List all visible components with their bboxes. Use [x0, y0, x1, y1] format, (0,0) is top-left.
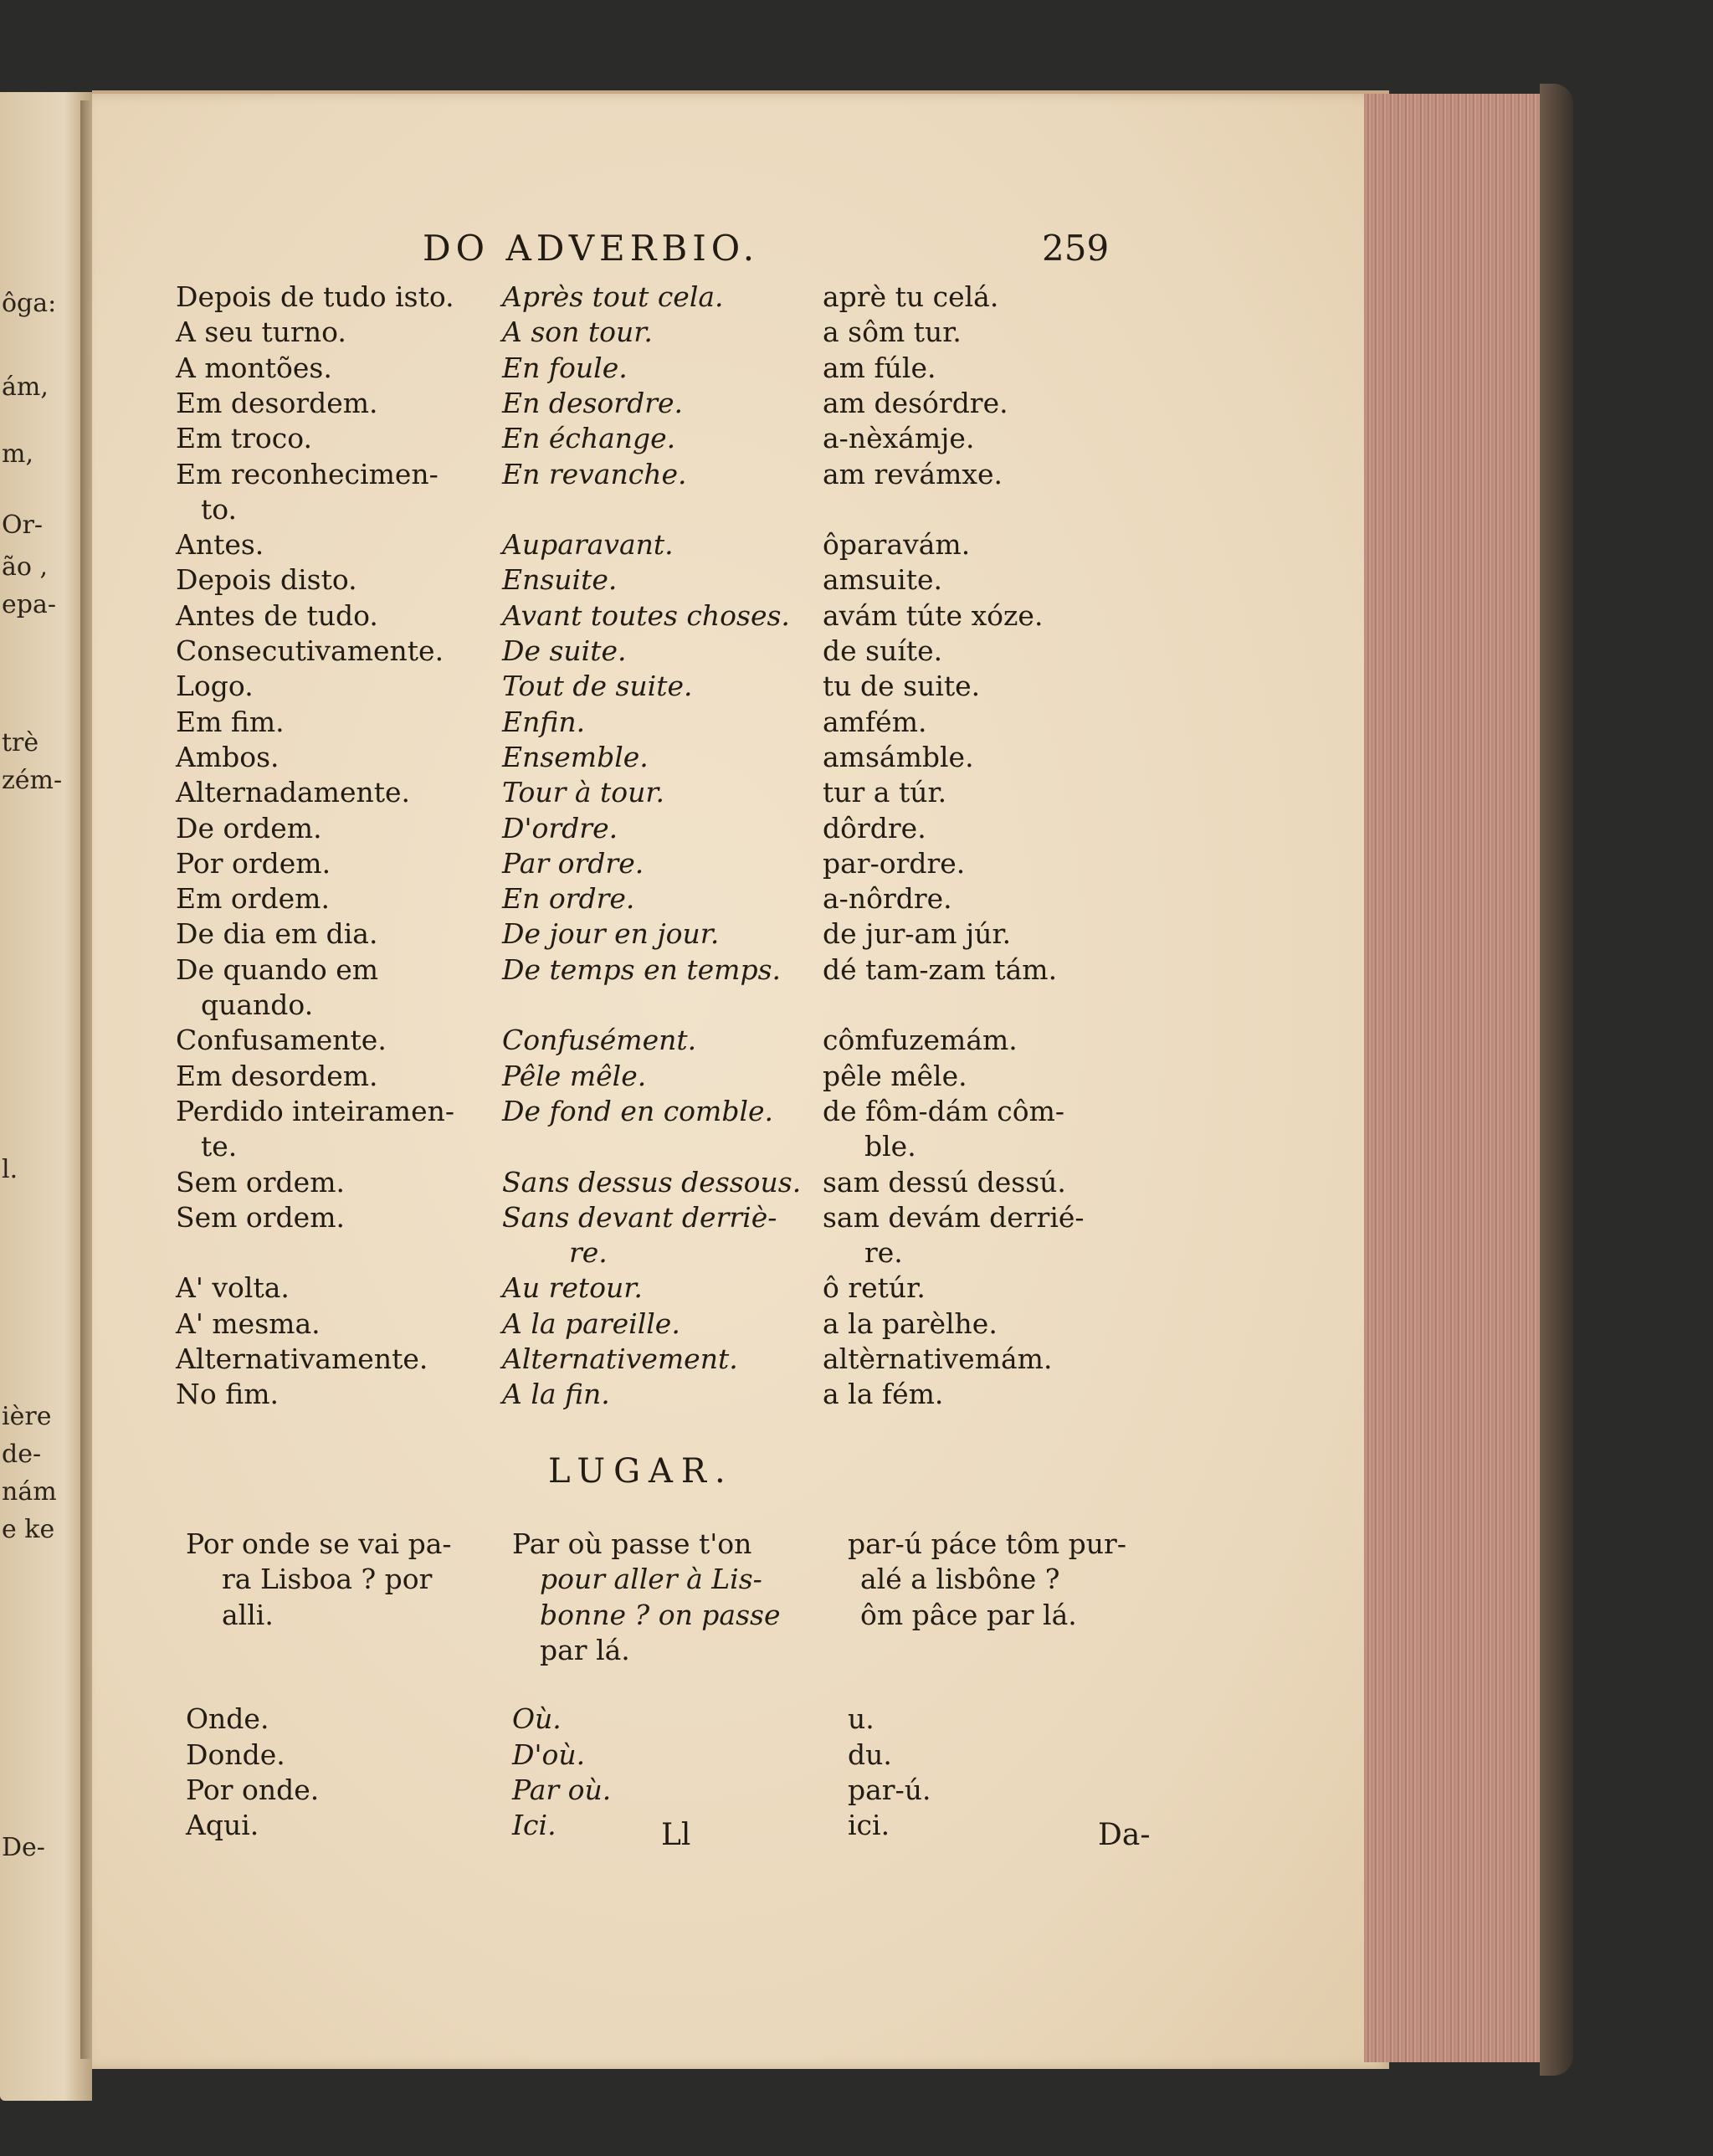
portuguese-entry: te. [201, 1130, 238, 1163]
pronunciation-entry: am desórdre. [823, 386, 1008, 419]
pronunciation-entry: de suíte. [823, 634, 943, 667]
french-entry: De fond en comble. [502, 1094, 774, 1127]
portuguese-entry: A seu turno. [176, 316, 346, 349]
french-entry: pour aller à Lis- [540, 1563, 762, 1596]
portuguese-entry: Depois disto. [176, 563, 357, 597]
page-fore-edge [1364, 94, 1558, 2062]
section-heading: LUGAR. [548, 1452, 734, 1491]
portuguese-entry: Perdido inteiramen- [176, 1094, 455, 1127]
portuguese-entry: quando. [201, 988, 314, 1021]
portuguese-entry: De quando em [176, 952, 379, 986]
pronunciation-entry: de jur-am júr. [823, 917, 1012, 951]
french-entry: En ordre. [502, 882, 635, 916]
portuguese-entry: Sem ordem. [176, 1165, 345, 1199]
portuguese-entry: Consecutivamente. [176, 634, 444, 667]
pronunciation-entry: re. [864, 1236, 903, 1270]
french-entry: En desordre. [502, 386, 683, 419]
pronunciation-entry: alé a lisbône ? [860, 1563, 1060, 1596]
portuguese-entry: Ambos. [176, 740, 280, 773]
pronunciation-entry: aprè tu celá. [823, 280, 999, 313]
portuguese-entry: Em troco. [176, 422, 313, 455]
running-header: DO ADVERBIO. [423, 228, 760, 269]
portuguese-entry: to. [201, 492, 238, 526]
portuguese-entry: Donde. [186, 1738, 285, 1771]
pronunciation-entry: a la parèlhe. [823, 1306, 998, 1340]
pronunciation-entry: altèrnativemám. [823, 1342, 1053, 1375]
french-entry: Par où. [512, 1773, 612, 1806]
french-entry: Ici. [512, 1809, 556, 1842]
portuguese-entry: alli. [222, 1598, 274, 1631]
pronunciation-entry: sam dessú dessú. [823, 1165, 1066, 1199]
pronunciation-entry: dé tam-zam tám. [823, 952, 1058, 986]
french-entry: Par ordre. [502, 846, 644, 880]
facing-page-fragment: De- [2, 1833, 45, 1862]
facing-page-fragment: nám [2, 1477, 57, 1507]
portuguese-entry: A' volta. [176, 1271, 290, 1305]
pronunciation-entry: ôm pâce par lá. [860, 1598, 1077, 1631]
french-entry: par lá. [540, 1633, 630, 1666]
french-entry: Par où passe t'on [512, 1527, 752, 1560]
pronunciation-entry: par-ú. [848, 1773, 931, 1806]
french-entry: D'où. [512, 1738, 586, 1771]
portuguese-entry: De dia em dia. [176, 917, 378, 951]
portuguese-entry: Em reconhecimen- [176, 457, 439, 490]
pronunciation-entry: amsámble. [823, 740, 974, 773]
catchword: Da- [1098, 1818, 1151, 1852]
facing-page-fragment: e ke [2, 1515, 55, 1544]
french-entry: Auparavant. [502, 528, 674, 562]
french-entry: A la pareille. [502, 1306, 680, 1340]
french-entry: En revanche. [502, 457, 687, 490]
french-entry: Sans dessus dessous. [502, 1165, 802, 1199]
portuguese-entry: Antes. [176, 528, 264, 562]
french-entry: Tour à tour. [502, 776, 665, 809]
portuguese-entry: No fim. [176, 1378, 280, 1411]
french-entry: D'ordre. [502, 811, 618, 844]
signature-mark: Ll [661, 1818, 691, 1852]
pronunciation-entry: amsuite. [823, 563, 942, 597]
french-entry: Ensemble. [502, 740, 649, 773]
french-entry: Enfin. [502, 705, 586, 738]
pronunciation-entry: a-nèxámje. [823, 422, 975, 455]
pronunciation-entry: sam devám derrié- [823, 1200, 1085, 1234]
portuguese-entry: Sem ordem. [176, 1200, 345, 1234]
portuguese-entry: Em desordem. [176, 1059, 378, 1092]
french-entry: A la fin. [502, 1378, 610, 1411]
portuguese-entry: Alternadamente. [176, 776, 411, 809]
facing-page-fragment: de- [2, 1440, 42, 1469]
facing-page-fragment: ière [2, 1402, 52, 1431]
facing-page-fragment: ão , [2, 552, 49, 582]
portuguese-entry: Confusamente. [176, 1024, 387, 1057]
facing-page-fragment: epa- [2, 590, 56, 619]
french-entry: A son tour. [502, 316, 653, 349]
french-entry: En foule. [502, 351, 628, 384]
pronunciation-entry: du. [848, 1738, 892, 1771]
pronunciation-entry: par-ordre. [823, 846, 966, 880]
french-entry: En échange. [502, 422, 676, 455]
book-cover-edge [1540, 84, 1573, 2076]
pronunciation-entry: a sôm tur. [823, 316, 962, 349]
portuguese-entry: Depois de tudo isto. [176, 280, 454, 313]
facing-page-fragment: ôga: [2, 289, 57, 318]
french-entry: Avant toutes choses. [502, 598, 790, 632]
french-entry: Confusément. [502, 1024, 697, 1057]
pronunciation-entry: de fôm-dám côm- [823, 1094, 1065, 1127]
portuguese-entry: Em desordem. [176, 386, 378, 419]
pronunciation-entry: ôparavám. [823, 528, 971, 562]
portuguese-entry: Por ordem. [176, 846, 331, 880]
french-entry: De temps en temps. [502, 952, 782, 986]
portuguese-entry: Logo. [176, 670, 254, 703]
french-entry: Où. [512, 1702, 562, 1736]
pronunciation-entry: dôrdre. [823, 811, 926, 844]
portuguese-entry: Por onde. [186, 1773, 320, 1806]
pronunciation-entry: a-nôrdre. [823, 882, 952, 916]
facing-page-fragment: Or- [2, 511, 44, 540]
pronunciation-entry: cômfuzemám. [823, 1024, 1018, 1057]
pronunciation-entry: ble. [864, 1130, 916, 1163]
french-entry: Alternativement. [502, 1342, 738, 1375]
portuguese-entry: Aqui. [186, 1809, 259, 1842]
portuguese-entry: Por onde se vai pa- [186, 1527, 452, 1560]
french-entry: Au retour. [502, 1271, 643, 1305]
facing-page-fragment: trè [2, 728, 39, 757]
pronunciation-entry: ô retúr. [823, 1271, 926, 1305]
french-entry: bonne ? on passe [540, 1598, 781, 1631]
pronunciation-entry: amfém. [823, 705, 927, 738]
french-entry: Sans devant derriè- [502, 1200, 777, 1234]
french-entry: Tout de suite. [502, 670, 693, 703]
pronunciation-entry: u. [848, 1702, 874, 1736]
pronunciation-entry: a la fém. [823, 1378, 944, 1411]
pronunciation-entry: avám túte xóze. [823, 598, 1044, 632]
pronunciation-entry: am revámxe. [823, 457, 1003, 490]
french-entry: De jour en jour. [502, 917, 720, 951]
pronunciation-entry: pêle mêle. [823, 1059, 967, 1092]
facing-page-fragment: l. [2, 1155, 18, 1184]
french-entry: Pêle mêle. [502, 1059, 647, 1092]
facing-page-fragment: ám, [2, 372, 49, 402]
portuguese-entry: A montões. [176, 351, 332, 384]
portuguese-entry: De ordem. [176, 811, 322, 844]
facing-page-fragment: m, [2, 439, 33, 469]
pronunciation-entry: tur a túr. [823, 776, 947, 809]
pronunciation-entry: am fúle. [823, 351, 936, 384]
french-entry: Après tout cela. [502, 280, 724, 313]
portuguese-entry: ra Lisboa ? por [222, 1563, 433, 1596]
pronunciation-entry: ici. [848, 1809, 890, 1842]
portuguese-entry: Em fim. [176, 705, 285, 738]
page-number: 259 [1042, 228, 1110, 269]
portuguese-entry: A' mesma. [176, 1306, 321, 1340]
portuguese-entry: Alternativamente. [176, 1342, 428, 1375]
french-entry: re. [569, 1236, 608, 1270]
french-entry: Ensuite. [502, 563, 618, 597]
pronunciation-entry: par-ú páce tôm pur- [848, 1527, 1126, 1560]
portuguese-entry: Antes de tudo. [176, 598, 378, 632]
facing-page-fragment: zém- [2, 766, 63, 795]
portuguese-entry: Onde. [186, 1702, 269, 1736]
portuguese-entry: Em ordem. [176, 882, 330, 916]
pronunciation-entry: tu de suite. [823, 670, 981, 703]
french-entry: De suite. [502, 634, 627, 667]
